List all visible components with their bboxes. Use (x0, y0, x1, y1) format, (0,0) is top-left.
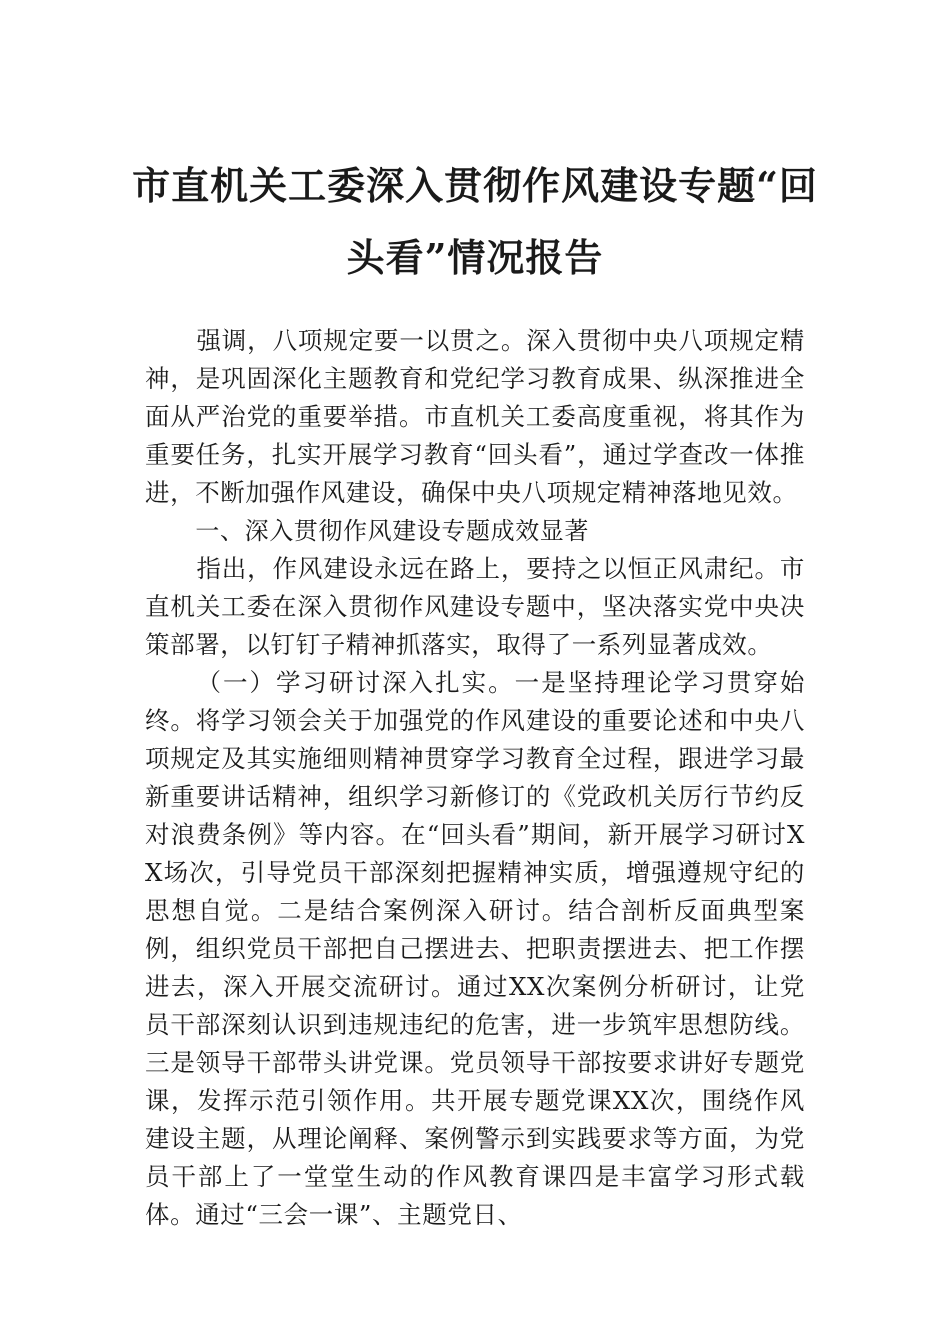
paragraph-intro: 强调，八项规定要一以贯之。深入贯彻中央八项规定精神，是巩固深化主题教育和党纪学习教育成果、纵深推进全面从严治党的重要举措。市直机关工委高度重视，将其作为重要任务，扎实开展学习教育“回头看”，通过学查改一体推进，不断加强作风建设，确保中央八项规定精神落地见效。 (145, 326, 805, 507)
paragraph-section1-intro: 指出，作风建设永远在路上，要持之以恒正风肃纪。市直机关工委在深入贯彻作风建设专题中，坚决落实党中央决策部署，以钉钉子精神抓落实，取得了一系列显著成效。 (145, 554, 805, 659)
document-body (145, 322, 805, 1234)
page-title: 市直机关工委深入贯彻作风建设专题“回头看”情况报告 (132, 163, 818, 280)
section-heading-1: 一、深入贯彻作风建设专题成效显著 (195, 517, 589, 545)
paragraph-subsection-1: （一）学习研讨深入扎实。一是坚持理论学习贯穿始终。将学习领会关于加强党的作风建设的重要论述和中央八项规定及其实施细则精神贯穿学习教育全过程，跟进学习最新重要讲话精神，组织学习新修订的《党政机关厉行节约反对浪费条例》等内容。在“回头看”期间，新开展学习研讨XX场次，引导党员干部深刻把握精神实质，增强遵规守纪的思想自觉。二是结合案例深入研讨。结合剖析反面典型案例，组织党员干部把自己摆进去、把职责摆进去、把工作摆进去，深入开展交流研讨。通过XX次案例分析研讨，让党员干部深刻认识到违规违纪的危害，进一步筑牢思想防线。三是领导干部带头讲党课。党员领导干部按要求讲好专题党课，发挥示范引领作用。共开展专题党课XX次，围绕作风建设主题，从理论阐释、案例警示到实践要求等方面，为党员干部上了一堂堂生动的作风教育课四是丰富学习形式载体。通过“三会一课”、主题党日、 (145, 668, 805, 1229)
